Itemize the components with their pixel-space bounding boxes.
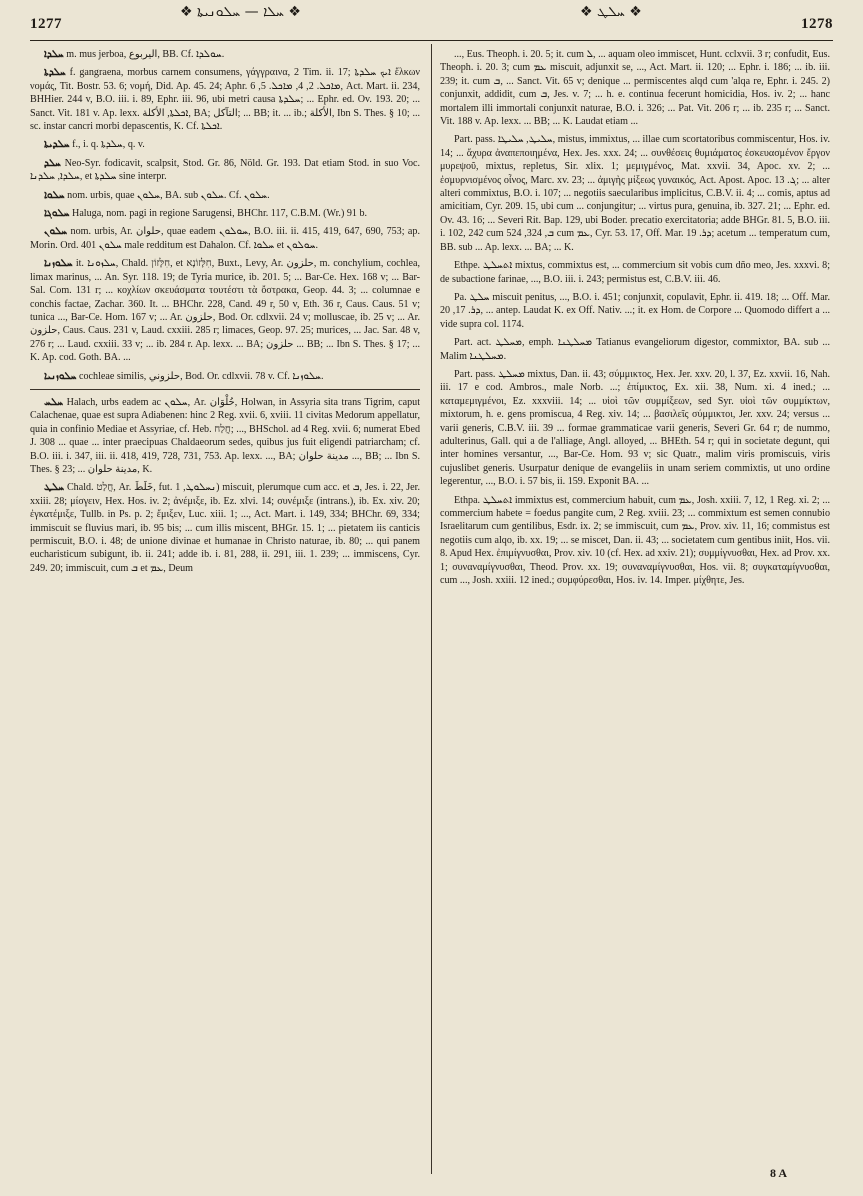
entry-text: m. mus jerboa, اليربوع, BB. Cf. ܚܘܠܕܐ. bbox=[66, 49, 225, 60]
entry-text: f. gangraena, morbus carnem consumens, γάγγραινα, 2 Tim. ii. 17; ܐܝܟ ܚܠܕܬܐ ἕλκων νομάς, Tit. Bostr. 53. 6; νομή, Did. Ap. 45. 24; Aphr. ܡܐܟܠ. 2, 4, ܡܐܟܠ. 5, 6, Act. Mart. ii. 234, BHHier. 244 v, B.O. iii. i. 89, Ephr. iii. 96, ubi metri causa ܚܠܕܬܐ; ... Ephr. ed. Ov. 193. 20; ... Sanct. Vit. 181 v. Ap. lexx. ܐܟܠܬܐ, الأكلة, BA; التآكل; ... BB; it. ... ib.; الأكلة, Ibn S. Thes. § 10; ... sc. instar cancri morbi depascentis, K. Cf. ܐܟܠܬܐ. bbox=[30, 67, 420, 133]
entry-headword: ܚܠܕܝܬܐ bbox=[44, 139, 70, 151]
entry-headword: ܚܠܘܢ bbox=[44, 226, 68, 238]
entry-text: Part. pass. ܚܠܝܛ, ܚܠܝܛܐ, mistus, immixtus, ... illae cum scortatoribus commiscentur, Hos. iv. 14; ... ἄχυρα ἀναπεποιημένα, Hex. Jes. xxx. 24; ... συνθέσεις θυμιάματος ἐσκευασμένον ἔργον μυρεψοῦ, mixtus, repletus, Sir. xlix. 1; μεμιγμένος, Mat. xxvii. 34, Apoc. xv. 2; ... ἐσμυρνισμένος οἶνος, Marc. xv. 23; ... ἀμιγὴς μίξεως γυναικός, Act. Apost. Apoc. ܓ. 13; ... alter alteri commixtus, B.O. i. 107; ... negotiis saecularibus implicitus, C.B.V. ii. 4; ... comis, aptus ad amicitiam, Cyr. 209. 15, ubi cum ... conjungitur; ... virtus pura, genuina, ib. 327. 21; ... Ephr. ed. Ov. 43. 16; ... Severi Rit. Bap. 129, ubi Boder. precatio exercitatoria; adde BHGr. 81. 5, B.O. iii. i. 102, 242 cum ܒ, 324, 524 cum ܥܡ, Cyr. 53. 17, Off. Mar. ܕܪ. 19; acetum ... temperatum cum, BB. sub ... Ap. lexx. ... BA; ... K. bbox=[440, 134, 830, 253]
right-running-head: ❖ ܚܠܛ ❖ bbox=[580, 4, 642, 20]
dictionary-entry bbox=[440, 259, 830, 286]
dictionary-entry bbox=[30, 48, 420, 61]
right-page-number: 1278 bbox=[801, 15, 833, 32]
entry-headword: ܚܠܘܐ bbox=[44, 189, 65, 201]
entry-text: Part. pass. ܡܚܠܛ mixtus, Dan. ii. 43; σύμμικτος, Hex. Jer. xxv. 20, l. 37, Ez. xxvii. 16, Nah. iii. 17 e cod. Ambros., male Norb. ...; ἐπίμικτος, Ex. xii. 38, Num. xi. 4 ined.; ... καταμεμιγμένοι, Ez. xxxviii. 14; ... υἱοὶ τῶν συμμίξεων, sed Syr. υἱοὶ τῶν συμμίκτων, mixtorum, h. e. gens promiscua, 4 Reg. xiv. 14; ... βασιλεῖς σύμμικτοι, Jer. xxv. 24; versus ... varii generis, C.B.V. iii. 39 ... formae grammaticae varii generis, Severi Gr. 64 r; de nummo, adulterinus, Gall. qui a de l'alliage, Angl. alloyed, ... BHEth. 54 r; qui in societate degunt, qui inter homines versantur, ..., Bar-Ce. Hom. 93 v; sic Quatr., malim viris promiscuis, viris cujuslibet generis. Usurpatur denique de evangeliis in unam seriem commixtis, ut uno ordine legerentur, ..., B.O. i. 57 bis, ii. 159. Exponit BA. ... bbox=[440, 368, 830, 488]
entry-headword: ܚܠܕܬܐ bbox=[44, 67, 66, 79]
entry-headword: ܚܠܚ bbox=[44, 396, 64, 408]
dictionary-entry bbox=[30, 481, 420, 575]
left-column bbox=[30, 48, 420, 1168]
dictionary-entry bbox=[30, 157, 420, 184]
entry-text: Pa. ܚܠܛ miscuit penitus, ..., B.O. i. 451; conjunxit, copulavit, Ephr. ii. 419. 18; ... Off. Mar. ܕܪ. 17, 20, ... antep. Laudat K. ex Off. Nativ. ...; it. ex Hom. de Corpore ... Quomodo differt a ... vide supra col. 1174. bbox=[440, 291, 830, 330]
entry-headword: ܚܠܛ bbox=[44, 482, 65, 494]
entry-text: Part. act. ܡܚܠܛ, emph. ܡܚܠܛܢܐ Tatianus evangeliorum digestor, commixtor, BA. sub ... Malim ܡܚܠܛܢܐ. bbox=[440, 337, 830, 362]
dictionary-entry bbox=[30, 189, 420, 202]
dictionary-entry bbox=[30, 66, 420, 133]
entry-headword: ܚܠܘܙܢܝܐ bbox=[44, 370, 77, 382]
entry-text: ..., Eus. Theoph. i. 20. 5; it. cum ܠ, ... aquam oleo immiscet, Hunt. cclxvii. 3 r; confudit, Eus. Theoph. i. 20. 3; cum ܥܡ miscuit, adjunxit se, ..., Act. Mart. ii. 120; ... Ephr. i. 186; ... ib. iii. 239; it. cum ܒ, ... Sanct. Vit. 65 v; denique ... permiscentes alqd cum 'alqa re, Ephr. i. 245. 2) conjunxit, addidit, cum ܒ, Jes. v. 7; ... h. e. continua fecerunt homicidia, Hos. iv. 2; ... hanc mortalem illi immortali conjunxit naturae, B.O. i. 326; ... Pat. Vit. 206 r; ... ib. 235 r; ... Sanct. Vit. 188 v. Ap. lexx. ... BB; ... K. Laudat etiam ... bbox=[440, 49, 830, 128]
entry-text: Haluga, nom. pagi in regione Sarugensi, BHChr. 117, C.B.M. (Wr.) 91 b. bbox=[72, 208, 368, 220]
right-column bbox=[440, 48, 830, 1168]
entry-text: Halach, urbs eadem ac ܚܠܘܢ, Ar. حُلْوَان, Holwan, in Assyria sita trans Tigrim, caput Calachenae, quae est supra Adiabenen: hinc 2 Reg. xvii. 6, xviii. 11 civitas Medorum appellatur, quia in confinio Mediae et Assyriae, cf. Heb. חֲלַח; ..., BHSchol. ad 4 Reg. xvii. 6; numerat Ebed J. 308 ... quae ... inter praecipuas Chaldaeorum sedes, quibus jus fuit eligendi patriarcham; cf. B.O. iii. i. 347, iii. ii. 418, 419, 728, 731, 753. Ap. lexx. ..., BA; مدينة حلوان ..., BB; ... Ibn S. Thes. § 23; ... مدينة حلوان, K. bbox=[30, 396, 420, 475]
entry-headword: ܚܠܕ bbox=[44, 157, 61, 169]
entry-text: it. ܚܠܙܘܢܐ, Chald. חִלָּזוֹן, et חִלָּזוֹנָא, Buxt., Levy, Ar. حلزون, m. conchylium, cochlea, limax marinus, ... An. Syr. 118. 19; de Tyria murice, ib. 201. 5; ... Bar-Ce. Hex. 168 v; ... Bar-Sal. Com. 131 r; ... κοχλίων σκευάσματα τουτέστι τὰ ὄστρακα, Geop. 44. 3; ... columnae e conchis factae, Zachar. 360. It. ... BHChr. 228, Cand. 49 r, 50 v, Eth. 36 r, Caus. Caus. 51 v; tunica ..., Bar-Ce. Hom. 167 v; ... Ar. حلزون, Bod. Or. cdlxvii. 24 v; molluscae, ib. 25 v; ... Ar. حلزون, Caus. Caus. 231 v, Laud. cxxiii. 285 r; limaces, Geop. 97. 25; murices, ... Jac. Sar. 48 v, 276 r; ... Laud. cxxiii. 33 v; ... ib. 284 r. Ap. lexx. ... BA; حلزون ... BB; ... Ibn S. Thes. § 17; ... K. Ap. cod. Goth. BA. ... bbox=[30, 258, 420, 364]
entry-text: f., i. q. ܚܠܕܬܐ, q. v. bbox=[72, 139, 145, 151]
dictionary-entry bbox=[440, 133, 830, 254]
dictionary-entry bbox=[440, 48, 830, 128]
entry-text: Neo-Syr. fodicavit, scalpsit, Stod. Gr. 86, Nöld. Gr. 193. Dat etiam Stod. in suo Voc. ܚܠܕܐ, ܚܠܕܢܐ, et ܚܠܕܬܐ sine interpr. bbox=[30, 157, 420, 183]
entry-headword: ܚܠܘܙܢܐ bbox=[44, 258, 73, 270]
left-running-head: ❖ ܚܠܐ — ܚܠܘܢܝܬܐ ❖ bbox=[180, 4, 301, 20]
entry-text: Ethpe. ܐܬܚܠܛ mixtus, commixtus est, ... commercium sit vobis cum dño meo, Jes. xxxvi. 8; de subactione farinae, ..., B.O. iii. i. 243; permistus est, C.B.V. iii. 46. bbox=[440, 260, 830, 285]
dictionary-entry bbox=[30, 370, 420, 383]
entry-headword: ܚܠܕܐ bbox=[44, 49, 64, 60]
signature-mark: 8 A bbox=[770, 1166, 788, 1180]
entry-text: nom. urbis, quae ܚܠܘܢ, BA. sub ܚܠܘܢ. Cf. ܚܠܘܢ. bbox=[67, 189, 270, 201]
entry-text: Chald. חֲלַט, Ar. خَلَطَ, fut. ܢܚܠܘܛ, 1) miscuit, plerumque cum acc. et ܒ, Jes. i. 22, Jer. xxiii. 28; μίσγειν, Hex. Hos. iv. 2; ἀνέμιξε, ib. Ez. xlvi. 14; συνέμιξε (intrans.), ib. Ex. xiv. 20; ἐγκατέμιξε, Tullb. in Ps. p. 2; ἔμιξεν, Luc. xiii. 1; ..., Act. Mart. i. 149, 334; BHChr. 69, 334; immiscuit se fluvius mari, ib. 95 bis; ... cum illis miscent, BHGr. 15. 1; ... pietatem iis canticis permiscuit, B.O. i. 48; de unione divinae et humanae in Christo naturae, ib. 80; ... qui panem eucharisticum subigunt, ib. ii. 241; adde ib. i. 81, 288, ii. 291, iii. 1. 239; ... immiscens, Cyr. 249. 20; immiscuit, cum ܒ et ܥܡ, Deum bbox=[30, 482, 420, 574]
entry-headword: ܚܠܘܓܐ bbox=[44, 208, 70, 220]
dictionary-entry bbox=[30, 225, 420, 252]
entry-text: Ethpa. ܐܬܚܠܛ immixtus est, commercium habuit, cum ܥܡ, Josh. xxiii. 7, 12, 1 Reg. xi. 2; ... commercium habete = foedus pangite cum, 2 Reg. xviii. 23; ... commixtum est semen connubio Israelitarum cum gentilibus, Esdr. ix. 2; se immiscuit, cum ܥܡ, Prov. xiv. 11, 16; commistus est negotiis cum alqo, ib. xx. 19; ... se miscet, Dan. ii. 43; ... societatem cum gentibus iniit, Hos. vii. 8. Apud Hex. ἐπιμίγνυσθαι, Prov. xiv. 10 (cf. Hex. ad xxiv. 21); συμμίγνυσθαι, Hex. ad Prov. xx. 1; συναναμίγνυσθαι, Theod. Prov. xx. 19; συναναμίγνυσθαι, Hos. vii. 8; συγκαταμίγνυσθαι, cum ..., Josh. xxiii. 12 ined.; συμφύρεσθαι, Hos. iv. 14. Imper. μίχθητε, Jes. bbox=[440, 494, 830, 587]
dictionary-entry bbox=[440, 494, 830, 588]
dictionary-entry bbox=[30, 257, 420, 364]
column-divider bbox=[431, 44, 432, 1174]
entry-text: cochleae similis, حلزوني, Bod. Or. cdlxvii. 78 v. Cf. ܚܠܘܙܢܐ. bbox=[79, 370, 324, 382]
dictionary-entry bbox=[440, 291, 830, 331]
entry-separator-rule bbox=[30, 389, 420, 390]
dictionary-entry bbox=[30, 396, 420, 476]
left-page-number: 1277 bbox=[30, 15, 62, 32]
dictionary-entry bbox=[30, 138, 420, 151]
header-rule bbox=[30, 40, 833, 41]
page-header bbox=[30, 10, 833, 38]
dictionary-entry bbox=[440, 336, 830, 363]
entry-text: nom. urbis, Ar. حلوان, quae eadem ܚܘܠܘܢ, B.O. iii. ii. 415, 419, 647, 690, 753; ap. Morin. Ord. 401 ܚܠܘܢ male redditum est Dahalon. Cf. ܚܠܘܐ et ܚܘܠܘܢ. bbox=[30, 226, 420, 251]
dictionary-entry bbox=[440, 368, 830, 489]
dictionary-entry bbox=[30, 207, 420, 220]
